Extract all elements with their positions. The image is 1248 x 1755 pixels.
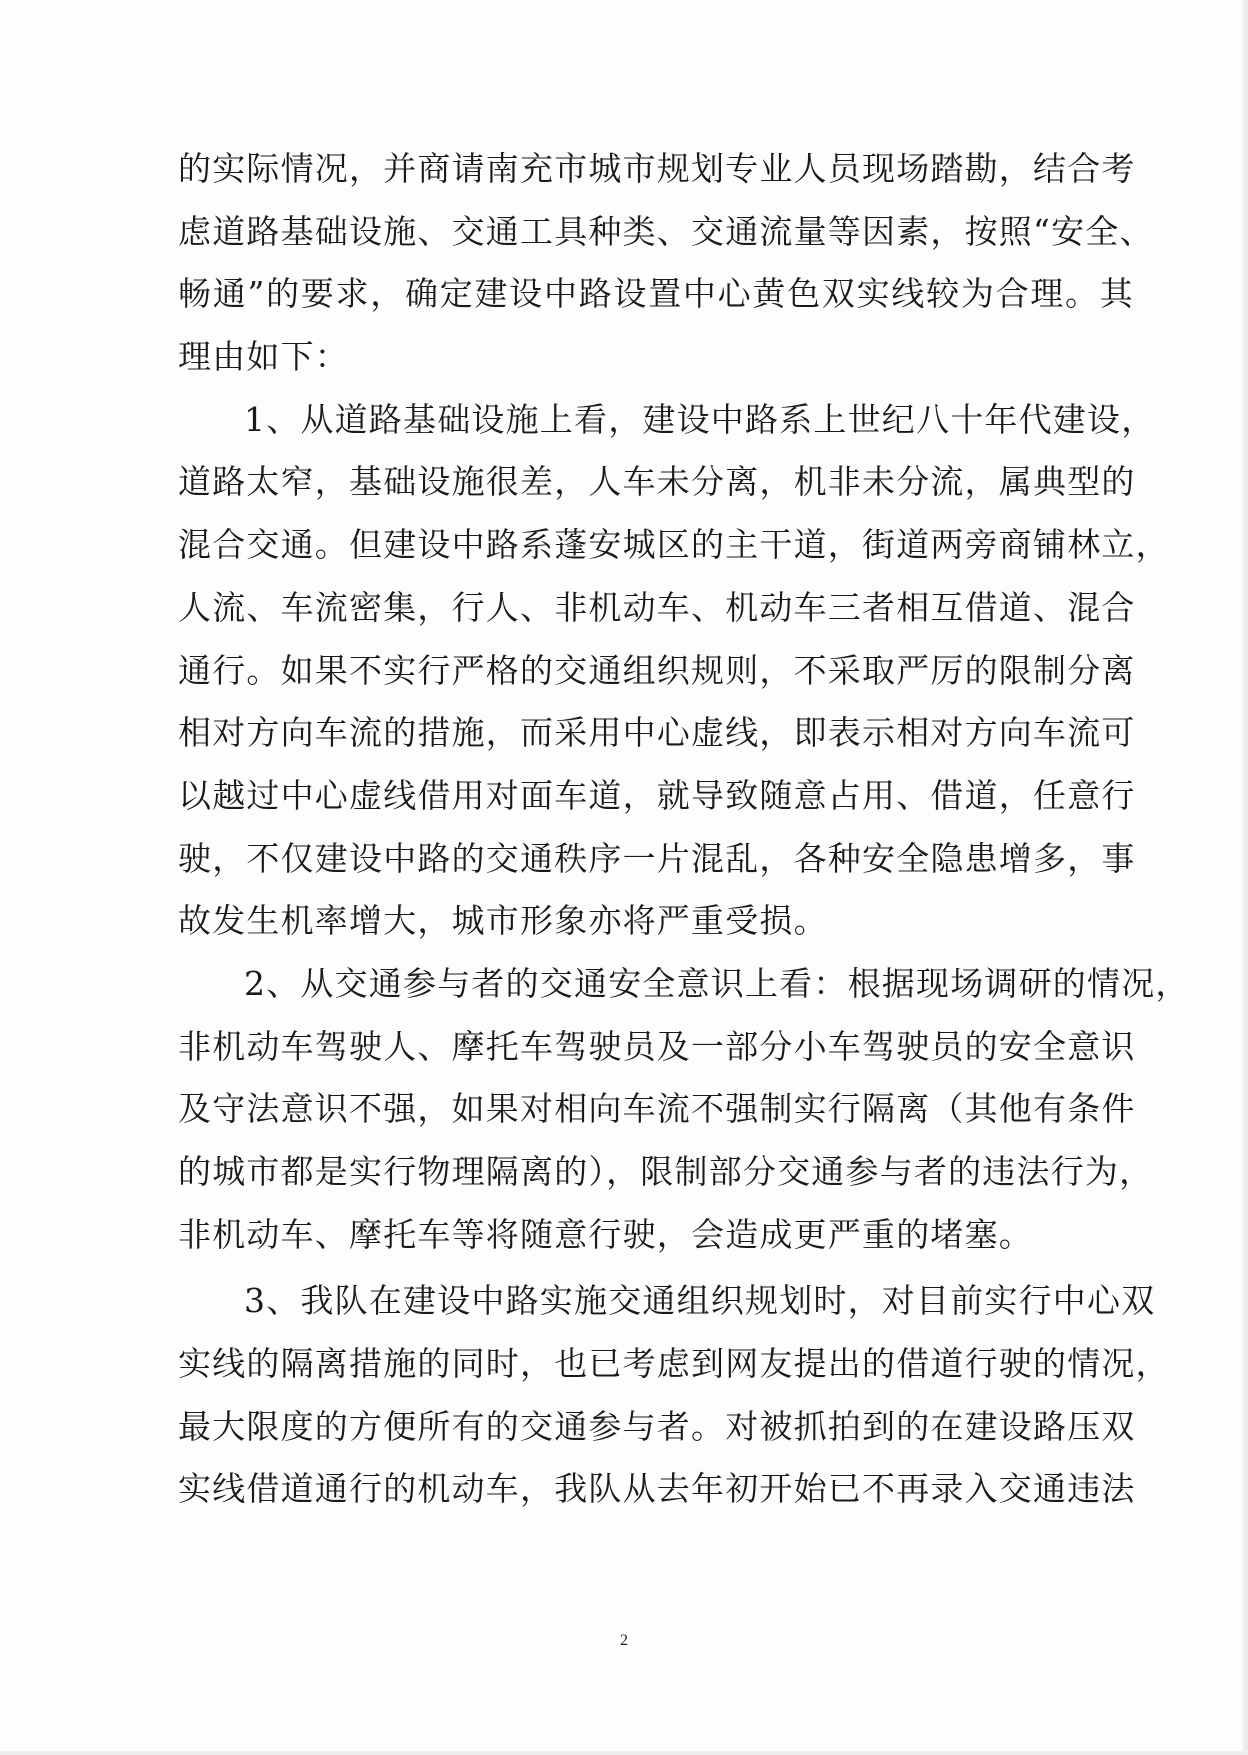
text-line: 的城市都是实行物理隔离的），限制部分交通参与者的违法行为， bbox=[178, 1152, 1154, 1191]
text-line: 通行。如果不实行严格的交通组织规则，不采取严厉的限制分离 bbox=[178, 650, 1136, 690]
paragraph-1-start: 1、从道路基础设施上看，建设中路系上世纪八十年代建设， bbox=[244, 399, 1156, 439]
text-line: 非机动车驾驶人、摩托车驾驶员及一部分小车驾驶员的安全意识 bbox=[178, 1026, 1136, 1066]
paragraph-3-start: 3、我队在建设中路实施交通组织规划时，对目前实行中心双 bbox=[244, 1281, 1156, 1321]
text-line: 人流、车流密集，行人、非机动车、机动车三者相互借道、混合 bbox=[178, 587, 1136, 627]
text-line: 道路太窄，基础设施很差，人车未分离，机非未分流，属典型的 bbox=[178, 462, 1136, 502]
text-line: 的实际情况，并商请南充市城市规划专业人员现场踏勘，结合考 bbox=[178, 149, 1136, 188]
text-line: 虑道路基础设施、交通工具种类、交通流量等因素，按照“安全、 bbox=[178, 211, 1154, 251]
text-line: 理由如下： bbox=[178, 337, 349, 377]
text-line: 及守法意识不强，如果对相向车流不强制实行隔离（其他有条件 bbox=[178, 1089, 1136, 1129]
text-line: 实线借道通行的机动车，我队从去年初开始已不再录入交通违法 bbox=[178, 1469, 1136, 1509]
text-line: 以越过中心虚线借用对面车道，就导致随意占用、借道，任意行 bbox=[178, 775, 1136, 815]
scan-edge-bottom bbox=[0, 1751, 1248, 1755]
page-number: 2 bbox=[620, 1632, 628, 1649]
text-line: 相对方向车流的措施，而采用中心虚线，即表示相对方向车流可 bbox=[178, 713, 1136, 753]
text-line: 非机动车、摩托车等将随意行驶，会造成更严重的堵塞。 bbox=[178, 1214, 1033, 1254]
scan-edge bbox=[1242, 0, 1248, 1755]
text-line: 畅通”的要求，确定建设中路设置中心黄色双实线较为合理。其 bbox=[178, 274, 1134, 314]
text-line: 混合交通。但建设中路系蓬安城区的主干道，街道两旁商铺林立， bbox=[178, 525, 1170, 565]
text-line: 最大限度的方便所有的交通参与者。对被抓拍到的在建设路压双 bbox=[178, 1406, 1136, 1446]
body-text bbox=[178, 138, 1190, 1521]
paragraph-2-start: 2、从交通参与者的交通安全意识上看：根据现场调研的情况， bbox=[244, 963, 1190, 1003]
text-line: 故发生机率增大，城市形象亦将严重受损。 bbox=[178, 901, 828, 941]
text-line: 实线的隔离措施的同时，也已考虑到网友提出的借道行驶的情况， bbox=[178, 1344, 1170, 1384]
text-line: 驶，不仅建设中路的交通秩序一片混乱，各种安全隐患增多，事 bbox=[178, 838, 1136, 878]
